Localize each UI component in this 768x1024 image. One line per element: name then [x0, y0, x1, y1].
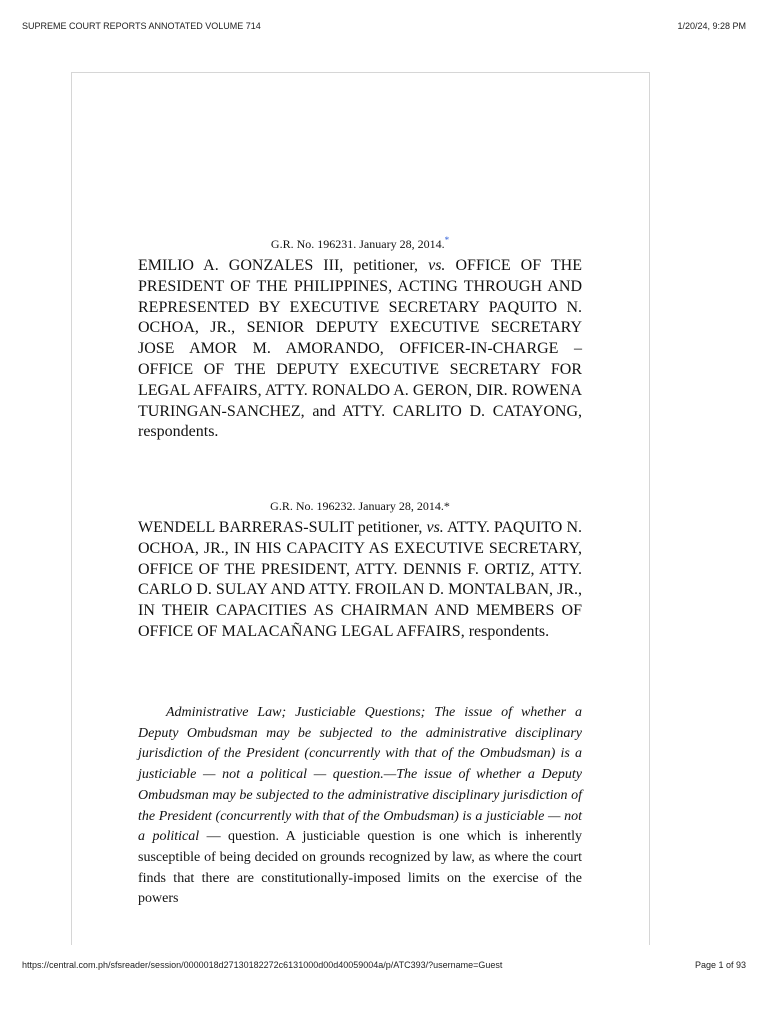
- respondents-text: OFFICE OF THE PRESIDENT OF THE PHILIPPINES, ACTING THROUGH AND REPRESENTED BY EXECUTIVE SECRETARY PAQUITO N. OCHOA, JR., SENIOR DEPUTY EXECUTIVE SECRETARY JOSE AMOR M. AMORANDO, OFFICER-IN-CHARGE – OFFICE OF THE DEPUTY EXECUTIVE SECRETARY FOR LEGAL AFFAIRS, ATTY. RONALDO A. GERON, DIR. ROWENA TURINGAN-SANCHEZ, and ATTY. CARLITO D. CATAYONG, respondents.: [138, 257, 583, 441]
- respondents-text: ATTY. PAQUITO N. OCHOA, JR., IN HIS CAPACITY AS EXECUTIVE SECRETARY, OFFICE OF THE PRESIDENT, ATTY. DENNIS F. ORTIZ, ATTY. CARLO D. SULAY AND ATTY. FROILAN D. MONTALBAN, JR., IN THEIR CAPACITIES AS CHAIRMAN AND MEMBERS OF OFFICE OF MALACAÑANG LEGAL AFFAIRS, respondents.: [138, 519, 583, 640]
- case-parties-2: [138, 518, 582, 643]
- case-caption-2: G.R. No. 196232. January 28, 2014.*: [270, 499, 450, 513]
- syllabus-body: — question. A justiciable question is one which is inherently susceptible of being decided on grounds recognized by law, as where the court finds that there are constitutionally-imposed limits on the exercise of the powers: [138, 829, 582, 907]
- page-number: Page 1 of 93: [694, 960, 746, 970]
- case-caption-1-text: G.R. No. 196231. January 28, 2014.: [270, 237, 445, 251]
- footnote-link[interactable]: *: [444, 235, 450, 245]
- case-block-1: [138, 233, 582, 443]
- source-url[interactable]: https://central.com.ph/sfsreader/session/0000018d27130182272c6131000d00d40059004a/p/ATC393/?username=Guest: [22, 960, 503, 970]
- syllabus-headnote: Administrative Law; Justiciable Questions; The issue of whether a Deputy Ombudsman may be subjected to the administrative disciplinary jurisdiction of the President (concurrently with that of the Ombudsman) is a justiciable — not a political — question.—The issue of whether a Deputy Ombudsman may be subjected to the administrative disciplinary jurisdiction of the President (concurrently with that of the Ombudsman) is a justiciable — not a political: [138, 705, 582, 845]
- syllabus-paragraph: [138, 703, 582, 910]
- document-page: [71, 72, 650, 945]
- petitioner-text: WENDELL BARRERAS-SULIT petitioner,: [138, 519, 427, 536]
- case-block-2: [138, 499, 582, 643]
- petitioner-text: EMILIO A. GONZALES III, petitioner,: [138, 257, 429, 274]
- versus-text: vs.: [428, 257, 446, 274]
- case-caption-1: [138, 233, 582, 251]
- versus-text: vs.: [426, 519, 444, 536]
- case-parties-1: [138, 256, 582, 443]
- print-datetime: 1/20/24, 9:28 PM: [677, 21, 746, 31]
- document-title: SUPREME COURT REPORTS ANNOTATED VOLUME 714: [22, 21, 261, 31]
